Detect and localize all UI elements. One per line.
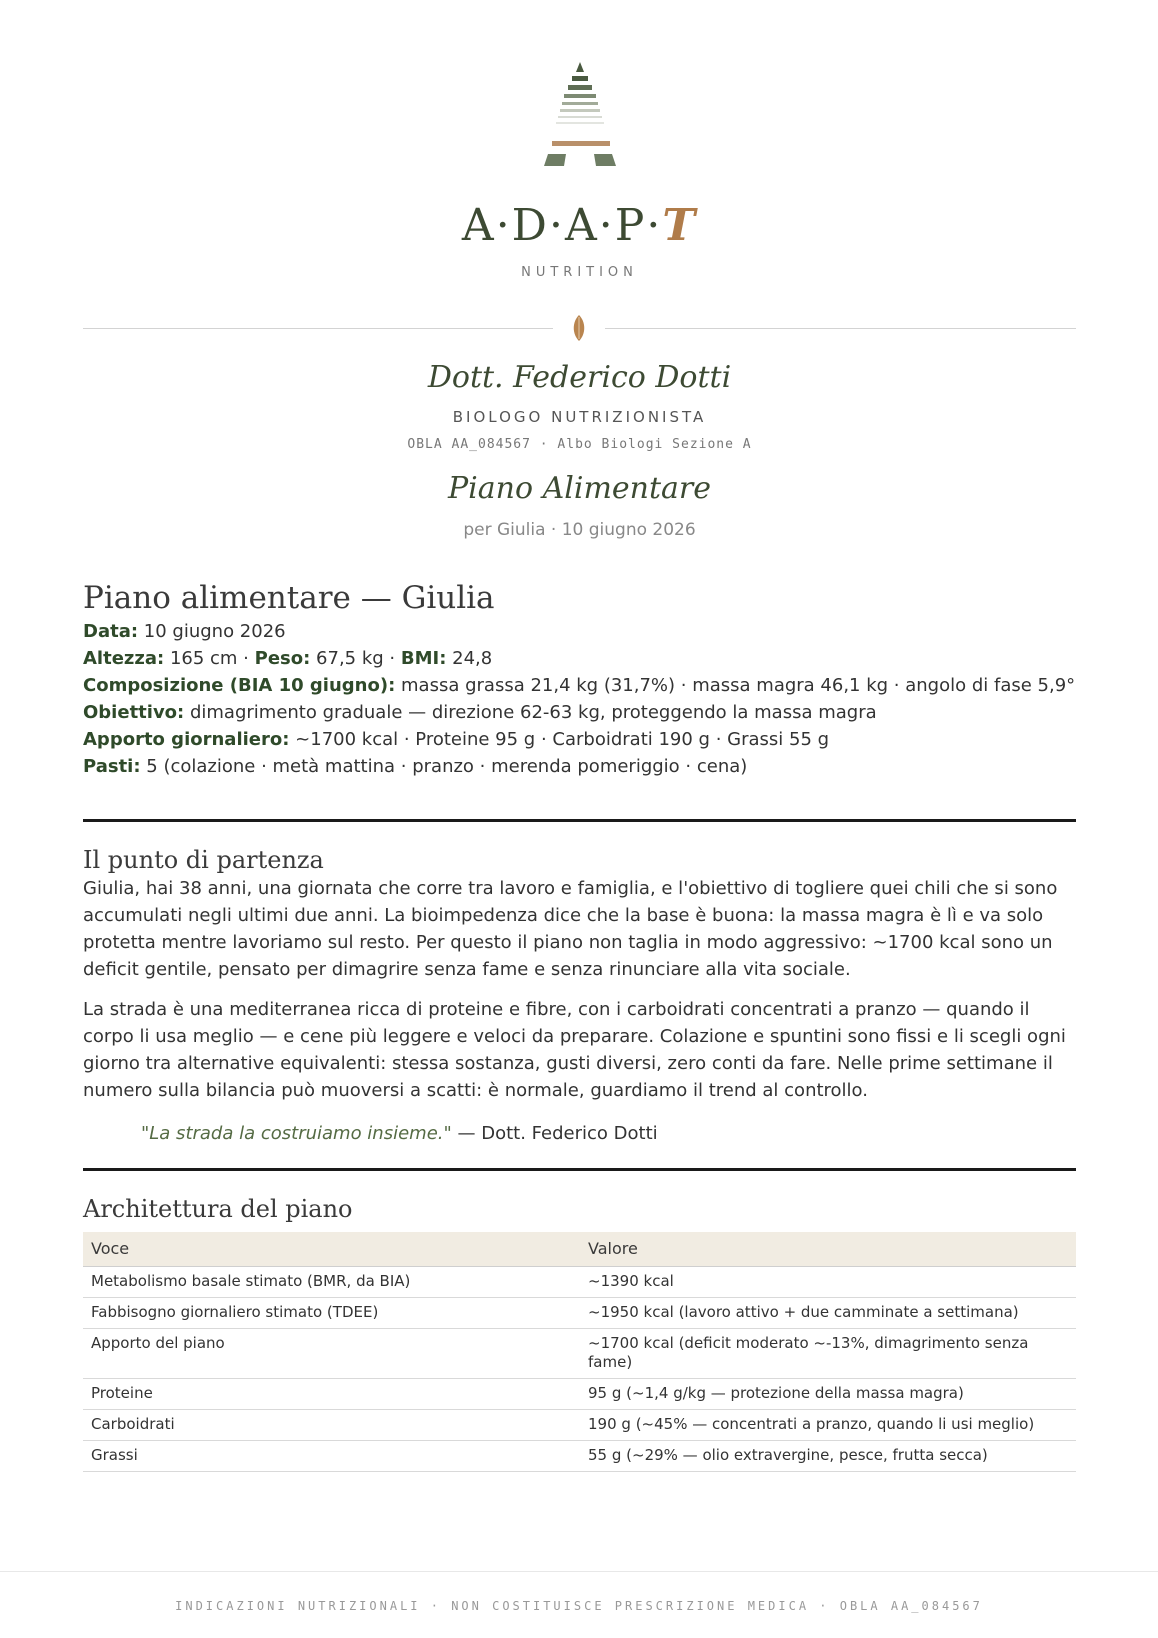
table-row <box>83 1329 1076 1379</box>
fact-data <box>83 618 1076 645</box>
architecture-heading: Architettura del piano <box>83 1195 353 1223</box>
table-row <box>83 1441 1076 1472</box>
fact-value: 67,5 kg · <box>310 648 401 669</box>
brand-letters: A·D·A·P· <box>461 200 663 251</box>
table-cell: Apporto del piano <box>83 1329 580 1379</box>
table-cell: 95 g (~1,4 g/kg — protezione della massa magra) <box>580 1379 1076 1410</box>
table-cell: Carboidrati <box>83 1410 580 1441</box>
table-header-row <box>83 1232 1076 1267</box>
table-cell: Metabolismo basale stimato (BMR, da BIA) <box>83 1267 580 1298</box>
fact-value: 24,8 <box>446 648 493 669</box>
table-row <box>83 1410 1076 1441</box>
intro-paragraph-1: Giulia, hai 38 anni, una giornata che corre tra lavoro e famiglia, e l'obiettivo di togliere quei chili che si sono accumulati negli ultimi due anni. La bioimpedenza dice che la base è buona: la massa magra è lì e va solo protetta mentre lavoriamo sul resto. Per questo il piano non taglia in modo aggressivo: ~1700 kcal sono un deficit gentile, pensato per dimagrire senza fame e senza rinunciare alla vita sociale. <box>83 878 1058 980</box>
fact-value: 165 cm · <box>164 648 255 669</box>
table-cell: Grassi <box>83 1441 580 1472</box>
fact-label: Pasti: <box>83 756 141 777</box>
document-subtitle: per Giulia · 10 giugno 2026 <box>463 520 696 540</box>
fact-label: Peso: <box>254 648 311 669</box>
table-cell: 55 g (~29% — olio extravergine, pesce, frutta secca) <box>580 1441 1076 1472</box>
registration-number: OBLA AA_084567 · Albo Biologi Sezione A <box>407 437 752 452</box>
fact-label: Data: <box>83 621 139 642</box>
quote-text: "La strada la costruiamo insieme." <box>141 1123 452 1144</box>
document-title: Piano Alimentare <box>448 471 711 506</box>
footer-disclaimer: INDICAZIONI NUTRIZIONALI · NON COSTITUISCE PRESCRIZIONE MEDICA · OBLA AA_084567 <box>175 1599 983 1613</box>
section-rule <box>83 1168 1076 1171</box>
architecture-table <box>83 1232 1076 1472</box>
logo-triangle-icon <box>83 58 1076 178</box>
section-rule <box>83 819 1076 822</box>
fact-measurements <box>83 645 1076 672</box>
table-row <box>83 1267 1076 1298</box>
fact-label: Altezza: <box>83 648 165 669</box>
brand-logo <box>83 200 1076 251</box>
fact-value: 5 (colazione · metà mattina · pranzo · merenda pomeriggio · cena) <box>140 756 748 777</box>
table-row <box>83 1298 1076 1329</box>
fact-composizione <box>83 672 1076 699</box>
quote-author: — Dott. Federico Dotti <box>451 1123 658 1144</box>
table-cell: 190 g (~45% — concentrati a pranzo, quando li usi meglio) <box>580 1410 1076 1441</box>
intro-heading: Il punto di partenza <box>83 846 324 874</box>
divider-left <box>83 328 553 329</box>
doctor-quote <box>141 1123 658 1144</box>
fact-label: Obiettivo: <box>83 702 185 723</box>
fact-pasti <box>83 753 1076 780</box>
fact-label: Composizione (BIA 10 giugno): <box>83 675 396 696</box>
leaf-icon <box>571 314 587 346</box>
fact-value: dimagrimento graduale — direzione 62-63 kg, proteggendo la massa magra <box>184 702 877 723</box>
summary-facts <box>83 618 1076 780</box>
fact-apporto <box>83 726 1076 753</box>
column-header: Valore <box>580 1232 1076 1267</box>
fact-label: Apporto giornaliero: <box>83 729 290 750</box>
fact-value: massa grassa 21,4 kg (31,7%) · massa magra 46,1 kg · angolo di fase 5,9° <box>395 675 1076 696</box>
table-cell: Proteine <box>83 1379 580 1410</box>
brand-subtitle: NUTRITION <box>521 265 638 280</box>
fact-value: ~1700 kcal · Proteine 95 g · Carboidrati 190 g · Grassi 55 g <box>289 729 830 750</box>
brand-last-letter: T <box>662 200 698 251</box>
table-cell: ~1390 kcal <box>580 1267 1076 1298</box>
table-cell: ~1950 kcal (lavoro attivo + due camminate a settimana) <box>580 1298 1076 1329</box>
fact-obiettivo <box>83 699 1076 726</box>
fact-label: BMI: <box>400 648 447 669</box>
table-cell: ~1700 kcal (deficit moderato ~-13%, dimagrimento senza fame) <box>580 1329 1076 1379</box>
summary-heading: Piano alimentare — Giulia <box>83 580 495 616</box>
table-row <box>83 1379 1076 1410</box>
fact-value: 10 giugno 2026 <box>138 621 286 642</box>
table-cell: Fabbisogno giornaliero stimato (TDEE) <box>83 1298 580 1329</box>
column-header: Voce <box>83 1232 580 1267</box>
intro-paragraph-2: La strada è una mediterranea ricca di proteine e fibre, con i carboidrati concentrati a pranzo — quando il corpo li usa meglio — e cene più leggere e veloci da preparare. Colazione e spuntini sono fissi e li scegli ogni giorno tra alternative equivalenti: stessa sostanza, gusti diversi, zero conti da fare. Nelle prime settimane il numero sulla bilancia può muoversi a scatti: è normale, guardiamo il trend al controllo. <box>83 999 1066 1101</box>
divider-right <box>605 328 1076 329</box>
footer-divider <box>0 1571 1158 1572</box>
doctor-name: Dott. Federico Dotti <box>427 360 732 395</box>
doctor-role: BIOLOGO NUTRIZIONISTA <box>452 408 707 426</box>
